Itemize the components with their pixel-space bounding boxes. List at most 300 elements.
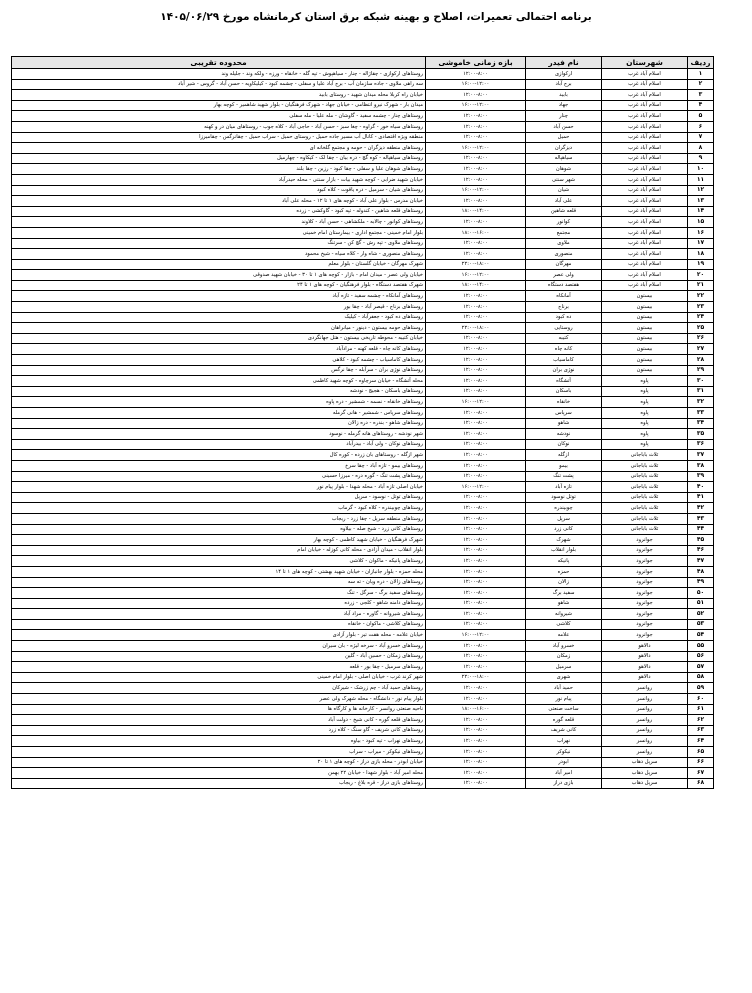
header-row-number: ردیف	[688, 57, 714, 69]
area-cell: شهر ازگله - روستاهای بان زرده - کوره کال	[12, 450, 426, 461]
row-number-cell: ۶۲	[688, 715, 714, 726]
feeder-name-cell: سیاهپاله	[526, 153, 602, 164]
city-cell: بیستون	[602, 312, 688, 323]
feeder-name-cell: سفید برگ	[526, 588, 602, 599]
row-number-cell: ۵۱	[688, 598, 714, 609]
city-cell: دالاهو	[602, 651, 688, 662]
time-window-cell: ۱۲:۰۰-۸:۰۰	[426, 164, 526, 175]
feeder-name-cell: شوهان	[526, 164, 602, 175]
feeder-name-cell: جهاد	[526, 100, 602, 111]
time-window-cell: ۱۲:۰۰-۸:۰۰	[426, 291, 526, 302]
table-row	[12, 694, 714, 705]
city-cell: جوانرود	[602, 588, 688, 599]
table-row	[12, 704, 714, 715]
time-window-cell: ۱۲:۰۰-۸:۰۰	[426, 249, 526, 260]
table-row	[12, 143, 714, 154]
table-row	[12, 492, 714, 503]
city-cell: جوانرود	[602, 545, 688, 556]
city-cell: جوانرود	[602, 609, 688, 620]
row-number-cell: ۴۴	[688, 524, 714, 535]
city-cell: سرپل ذهاب	[602, 757, 688, 768]
table-row	[12, 609, 714, 620]
time-window-cell: ۱۲:۰۰-۸:۰۰	[426, 69, 526, 80]
table-row	[12, 672, 714, 683]
row-number-cell: ۳۱	[688, 386, 714, 397]
table-row	[12, 768, 714, 779]
city-cell: ثلاث باباجانی	[602, 482, 688, 493]
feeder-name-cell: کانی شریف	[526, 725, 602, 736]
table-row	[12, 111, 714, 122]
area-cell: روستاهای دامنه شاهو - کلجی - زرده	[12, 598, 426, 609]
table-row	[12, 566, 714, 577]
area-cell: شهرک هفتصد دستگاه - بلوار فرهنگیان - کوچه های ۱ تا ۲۴	[12, 280, 426, 291]
area-cell: روستاهای زمکان - حسین آباد - گلین	[12, 651, 426, 662]
time-window-cell: ۱۲:۰۰-۸:۰۰	[426, 132, 526, 143]
table-row	[12, 132, 714, 143]
feeder-name-cell: پانیکه	[526, 556, 602, 567]
table-row	[12, 238, 714, 249]
feeder-name-cell: شاهو	[526, 598, 602, 609]
area-cell: روستاهای شیان - سرمیل - دره یاقوت - کلاه کبود	[12, 185, 426, 196]
time-window-cell: ۱۲:۰۰-۸:۰۰	[426, 408, 526, 419]
area-cell: روستاهای باسکان - هجیج - نودشه	[12, 386, 426, 397]
table-row	[12, 471, 714, 482]
feeder-name-cell: آتشگاه	[526, 376, 602, 387]
city-cell: اسلام آباد غرب	[602, 280, 688, 291]
city-cell: روانسر	[602, 725, 688, 736]
time-window-cell: ۱۲:۰۰-۸:۰۰	[426, 471, 526, 482]
city-cell: ثلاث باباجانی	[602, 450, 688, 461]
time-window-cell: ۱۲:۰۰-۸:۰۰	[426, 196, 526, 207]
city-cell: جوانرود	[602, 630, 688, 641]
time-window-cell: ۱۶:۰۰-۱۲:۰۰	[426, 100, 526, 111]
table-row	[12, 174, 714, 185]
time-window-cell: ۱۲:۰۰-۸:۰۰	[426, 386, 526, 397]
table-row	[12, 545, 714, 556]
feeder-name-cell: بلوار انقلاب	[526, 545, 602, 556]
row-number-cell: ۵۵	[688, 641, 714, 652]
row-number-cell: ۱	[688, 69, 714, 80]
time-window-cell: ۱۲:۰۰-۸:۰۰	[426, 535, 526, 546]
city-cell: جوانرود	[602, 556, 688, 567]
time-window-cell: ۱۲:۰۰-۸:۰۰	[426, 418, 526, 429]
row-number-cell: ۲۶	[688, 333, 714, 344]
row-number-cell: ۲۳	[688, 302, 714, 313]
table-row	[12, 259, 714, 270]
feeder-name-cell: ولی عصر	[526, 270, 602, 281]
feeder-name-cell: کوانور	[526, 217, 602, 228]
table-row	[12, 376, 714, 387]
row-number-cell: ۴۵	[688, 535, 714, 546]
time-window-cell: ۱۶:۰۰-۱۲:۰۰	[426, 79, 526, 90]
table-row	[12, 683, 714, 694]
time-window-cell: ۱۸:۰۰-۱۶:۰۰	[426, 704, 526, 715]
area-cell: روستاهای آمانکاه - چشمه سفید - تازه آباد	[12, 291, 426, 302]
city-cell: اسلام آباد غرب	[602, 238, 688, 249]
city-cell: اسلام آباد غرب	[602, 121, 688, 132]
feeder-name-cell: شاهو	[526, 418, 602, 429]
city-cell: اسلام آباد غرب	[602, 259, 688, 270]
city-cell: پاوه	[602, 376, 688, 387]
outage-schedule-table	[11, 56, 714, 789]
feeder-name-cell: چوبیندره	[526, 503, 602, 514]
city-cell: اسلام آباد غرب	[602, 153, 688, 164]
area-cell: روستاهای کاماسیاب - چشمه کبود - کلاهی	[12, 355, 426, 366]
area-cell: روستاهای نهراب - تپه کبود - بیاوه	[12, 736, 426, 747]
feeder-name-cell: نودشه	[526, 429, 602, 440]
table-row	[12, 249, 714, 260]
table-row	[12, 355, 714, 366]
table-header-row	[12, 57, 714, 69]
feeder-name-cell: حمزه	[526, 566, 602, 577]
area-cell: روستاهای ملاوی - تپه رش - گچ کن - سرتنگ	[12, 238, 426, 249]
area-cell: بلوار پیام نور - دانشگاه - محله شهرک ولی عصر	[12, 694, 426, 705]
area-cell: روستاهای بازی دراز - قره بلاغ - ریجاب	[12, 778, 426, 789]
time-window-cell: ۱۲:۰۰-۸:۰۰	[426, 641, 526, 652]
table-row	[12, 418, 714, 429]
table-row	[12, 662, 714, 673]
feeder-name-cell: شهری	[526, 672, 602, 683]
time-window-cell: ۱۲:۰۰-۸:۰۰	[426, 778, 526, 789]
feeder-name-cell: قلعه گوره	[526, 715, 602, 726]
area-cell: روستاهای حمید آباد - چم زرشک - شیرکان	[12, 683, 426, 694]
row-number-cell: ۵۶	[688, 651, 714, 662]
table-row	[12, 90, 714, 101]
feeder-name-cell: شیروانه	[526, 609, 602, 620]
area-cell: روستاهای سیاه خور - گراوه - چغا سبز - حسن آباد - حاجی آباد - کلاه جوب - روستاهای میان در و کهنه	[12, 121, 426, 132]
row-number-cell: ۳۶	[688, 439, 714, 450]
area-cell: خیابان علامه - محله هفت تیر - بلوار آزادی	[12, 630, 426, 641]
time-window-cell: ۲۲:۰۰-۱۸:۰۰	[426, 259, 526, 270]
table-row	[12, 312, 714, 323]
feeder-name-cell: کتیبه	[526, 333, 602, 344]
city-cell: جوانرود	[602, 535, 688, 546]
table-row	[12, 556, 714, 567]
table-row	[12, 513, 714, 524]
area-cell: روستاهای کوانور - چالابه - ملکشاهی - حسن آباد - کلاوند	[12, 217, 426, 228]
area-cell: روستاهای چوبیندره - کلاه کبود - گرماب	[12, 503, 426, 514]
area-cell: روستاهای شوهان علیا و سفلی - چقا کبود - رزین - چقا بلند	[12, 164, 426, 175]
row-number-cell: ۱۵	[688, 217, 714, 228]
city-cell: روانسر	[602, 704, 688, 715]
area-cell: روستاهای قلعه شاهین - کندوله - تپه کبود - گاوکشی - زرده	[12, 206, 426, 217]
time-window-cell: ۱۲:۰۰-۸:۰۰	[426, 662, 526, 673]
feeder-name-cell: مجتمع	[526, 227, 602, 238]
row-number-cell: ۴۶	[688, 545, 714, 556]
table-row	[12, 778, 714, 789]
city-cell: جوانرود	[602, 598, 688, 609]
city-cell: سرپل ذهاب	[602, 778, 688, 789]
feeder-name-cell: پیام نور	[526, 694, 602, 705]
table-row	[12, 429, 714, 440]
feeder-name-cell: چنار	[526, 111, 602, 122]
row-number-cell: ۳۹	[688, 471, 714, 482]
feeder-name-cell: سرپاس	[526, 408, 602, 419]
area-cell: روستاهای کلاشی - ماکوان - خانقاه	[12, 619, 426, 630]
time-window-cell: ۱۸:۰۰-۱۴:۰۰	[426, 206, 526, 217]
feeder-name-cell: قلعه شاهین	[526, 206, 602, 217]
city-cell: پاوه	[602, 397, 688, 408]
row-number-cell: ۳۸	[688, 460, 714, 471]
feeder-name-cell: بازی دراز	[526, 778, 602, 789]
time-window-cell: ۱۲:۰۰-۸:۰۰	[426, 217, 526, 228]
table-row	[12, 482, 714, 493]
table-row	[12, 333, 714, 344]
feeder-name-cell: مهرگان	[526, 259, 602, 270]
row-number-cell: ۴۷	[688, 556, 714, 567]
table-row	[12, 280, 714, 291]
header-time-window: بازه زمانی خاموشی	[426, 57, 526, 69]
time-window-cell: ۱۲:۰۰-۸:۰۰	[426, 588, 526, 599]
table-row	[12, 69, 714, 80]
time-window-cell: ۱۲:۰۰-۸:۰۰	[426, 121, 526, 132]
row-number-cell: ۶۶	[688, 757, 714, 768]
feeder-name-cell: روستایی	[526, 323, 602, 334]
row-number-cell: ۳۰	[688, 376, 714, 387]
city-cell: روانسر	[602, 736, 688, 747]
area-cell: شهرک فرهنگیان - خیابان شهید کاظمی - کوچه بهار	[12, 535, 426, 546]
area-cell: میدان بار - شهرک نیرو انتظامی - خیابان جهاد - شهرک فرهنگیان - بلوار شهید شاهمیر - کوچه بهار	[12, 100, 426, 111]
city-cell: پاوه	[602, 439, 688, 450]
city-cell: اسلام آباد غرب	[602, 69, 688, 80]
area-cell: محله امیر آباد - بلوار شهدا - خیابان ۲۲ بهمن	[12, 768, 426, 779]
area-cell: روستاهای سفید برگ - سرگل - تنگ	[12, 588, 426, 599]
row-number-cell: ۳۴	[688, 418, 714, 429]
table-row	[12, 217, 714, 228]
time-window-cell: ۱۶:۰۰-۱۲:۰۰	[426, 397, 526, 408]
row-number-cell: ۲۰	[688, 270, 714, 281]
feeder-name-cell: منصوری	[526, 249, 602, 260]
city-cell: جوانرود	[602, 619, 688, 630]
area-cell: روستاهای نوژی بران - سرآبله - چقا نرگس	[12, 365, 426, 376]
feeder-name-cell: نوژی بران	[526, 365, 602, 376]
row-number-cell: ۵۳	[688, 619, 714, 630]
city-cell: روانسر	[602, 715, 688, 726]
table-row	[12, 577, 714, 588]
area-cell: شهرک مهرگان - خیابان گلستان - بلوار معلم	[12, 259, 426, 270]
time-window-cell: ۱۶:۰۰-۱۲:۰۰	[426, 185, 526, 196]
area-cell: خیابان ولی عصر - میدان امام - بازار - کوچه های ۱ تا ۳۰ - خیابان شهید صدوقی	[12, 270, 426, 281]
row-number-cell: ۴۸	[688, 566, 714, 577]
row-number-cell: ۹	[688, 153, 714, 164]
row-number-cell: ۱۲	[688, 185, 714, 196]
row-number-cell: ۵	[688, 111, 714, 122]
area-cell: روستاهای منصوری - شاه وار - کلاه سیاه - شیخ محمود	[12, 249, 426, 260]
row-number-cell: ۵۸	[688, 672, 714, 683]
city-cell: روانسر	[602, 747, 688, 758]
table-row	[12, 725, 714, 736]
time-window-cell: ۱۲:۰۰-۸:۰۰	[426, 333, 526, 344]
row-number-cell: ۱۰	[688, 164, 714, 175]
area-cell: شهر کرند غرب - خیابان اصلی - بلوار امام خمینی	[12, 672, 426, 683]
city-cell: روانسر	[602, 694, 688, 705]
row-number-cell: ۲۸	[688, 355, 714, 366]
document-title: برنامه احتمالی تعمیرات، اصلاح و بهینه شبکه برق استان کرمانشاه مورخ ۱۴۰۵/۰۶/۲۹	[160, 11, 592, 23]
time-window-cell: ۱۲:۰۰-۸:۰۰	[426, 598, 526, 609]
area-cell: ناحیه صنعتی روانسر - کارخانه ها و کارگاه ها	[12, 704, 426, 715]
row-number-cell: ۶۳	[688, 725, 714, 736]
table-row	[12, 365, 714, 376]
time-window-cell: ۱۲:۰۰-۸:۰۰	[426, 725, 526, 736]
row-number-cell: ۴۳	[688, 513, 714, 524]
table-row	[12, 408, 714, 419]
row-number-cell: ۶۱	[688, 704, 714, 715]
time-window-cell: ۱۲:۰۰-۸:۰۰	[426, 545, 526, 556]
time-window-cell: ۱۲:۰۰-۸:۰۰	[426, 111, 526, 122]
feeder-name-cell: حمید آباد	[526, 683, 602, 694]
time-window-cell: ۱۲:۰۰-۸:۰۰	[426, 429, 526, 440]
table-row	[12, 291, 714, 302]
row-number-cell: ۶۷	[688, 768, 714, 779]
city-cell: اسلام آباد غرب	[602, 90, 688, 101]
table-row	[12, 619, 714, 630]
time-window-cell: ۱۲:۰۰-۸:۰۰	[426, 556, 526, 567]
area-cell: روستاهای پانیکه - ماکوان - کلاشی	[12, 556, 426, 567]
row-number-cell: ۲۱	[688, 280, 714, 291]
row-number-cell: ۷	[688, 132, 714, 143]
row-number-cell: ۵۴	[688, 630, 714, 641]
time-window-cell: ۱۲:۰۰-۸:۰۰	[426, 694, 526, 705]
row-number-cell: ۳۳	[688, 408, 714, 419]
time-window-cell: ۱۲:۰۰-۸:۰۰	[426, 683, 526, 694]
feeder-name-cell: پشت تنگ	[526, 471, 602, 482]
feeder-name-cell: برج آباد	[526, 79, 602, 90]
area-cell: روستاهای سیاهپاله - کوه گچ - دره بیان - چقا لک - کیکاوه - چهارمیل	[12, 153, 426, 164]
time-window-cell: ۱۲:۰۰-۸:۰۰	[426, 609, 526, 620]
feeder-name-cell: خانقاه	[526, 397, 602, 408]
table-row	[12, 757, 714, 768]
table-row	[12, 206, 714, 217]
city-cell: اسلام آباد غرب	[602, 111, 688, 122]
city-cell: جوانرود	[602, 577, 688, 588]
row-number-cell: ۴	[688, 100, 714, 111]
area-cell: خیابان کتیبه - محوطه تاریخی بیستون - هتل جهانگردی	[12, 333, 426, 344]
header-area: محدوده تقریبی	[12, 57, 426, 69]
city-cell: روانسر	[602, 683, 688, 694]
table-row	[12, 503, 714, 514]
feeder-name-cell: سرپل	[526, 513, 602, 524]
time-window-cell: ۱۲:۰۰-۸:۰۰	[426, 365, 526, 376]
time-window-cell: ۱۲:۰۰-۸:۰۰	[426, 503, 526, 514]
time-window-cell: ۱۲:۰۰-۸:۰۰	[426, 90, 526, 101]
row-number-cell: ۱۴	[688, 206, 714, 217]
area-cell: خیابان ابوذر - محله بازی دراز - کوچه های ۱ تا ۲۰	[12, 757, 426, 768]
table-row	[12, 270, 714, 281]
area-cell: روستاهای قلعه گوره - کانی شیخ - دولت آباد	[12, 715, 426, 726]
feeder-name-cell: ارکوازی	[526, 69, 602, 80]
city-cell: اسلام آباد غرب	[602, 196, 688, 207]
time-window-cell: ۱۲:۰۰-۸:۰۰	[426, 768, 526, 779]
table-row	[12, 79, 714, 90]
feeder-name-cell: توتل نوسود	[526, 492, 602, 503]
row-number-cell: ۴۱	[688, 492, 714, 503]
time-window-cell: ۱۲:۰۰-۸:۰۰	[426, 736, 526, 747]
city-cell: اسلام آباد غرب	[602, 100, 688, 111]
city-cell: بیستون	[602, 365, 688, 376]
row-number-cell: ۱۹	[688, 259, 714, 270]
header-feeder: نام فیدر	[526, 57, 602, 69]
table-row	[12, 630, 714, 641]
table-body	[12, 69, 714, 789]
area-cell: خیابان شهید ضرابی - کوچه شهید بیات - بازار سنتی - محله حیدرآباد	[12, 174, 426, 185]
table-row	[12, 460, 714, 471]
city-cell: پاوه	[602, 418, 688, 429]
row-number-cell: ۶۵	[688, 747, 714, 758]
city-cell: بیستون	[602, 333, 688, 344]
time-window-cell: ۱۲:۰۰-۸:۰۰	[426, 619, 526, 630]
time-window-cell: ۱۲:۰۰-۸:۰۰	[426, 460, 526, 471]
row-number-cell: ۱۸	[688, 249, 714, 260]
area-cell: خیابان مدرس - بلوار علی آباد - کوچه های ۱ تا ۱۲ - محله علی آباد	[12, 196, 426, 207]
feeder-name-cell: خسرو آباد	[526, 641, 602, 652]
feeder-name-cell: زالان	[526, 577, 602, 588]
feeder-name-cell: نوکان	[526, 439, 602, 450]
city-cell: پاوه	[602, 386, 688, 397]
city-cell: ثلاث باباجانی	[602, 503, 688, 514]
row-number-cell: ۸	[688, 143, 714, 154]
city-cell: اسلام آباد غرب	[602, 227, 688, 238]
time-window-cell: ۱۶:۰۰-۱۲:۰۰	[426, 630, 526, 641]
time-window-cell: ۱۲:۰۰-۸:۰۰	[426, 302, 526, 313]
city-cell: دالاهو	[602, 641, 688, 652]
feeder-name-cell: شهرک	[526, 535, 602, 546]
time-window-cell: ۱۲:۰۰-۸:۰۰	[426, 747, 526, 758]
row-number-cell: ۳۷	[688, 450, 714, 461]
city-cell: ثلاث باباجانی	[602, 524, 688, 535]
row-number-cell: ۵۰	[688, 588, 714, 599]
area-cell: خیابان اصلی تازه آباد - محله شهدا - بلوار پیام نور	[12, 482, 426, 493]
row-number-cell: ۲	[688, 79, 714, 90]
city-cell: بیستون	[602, 344, 688, 355]
area-cell: سه راهی ملاوی - جاده سازمان آب - برج آباد علیا و سفلی - چشمه کبود - کیلیکاویه - حسن آباد - گروس - شیر آباد	[12, 79, 426, 90]
time-window-cell: ۱۲:۰۰-۸:۰۰	[426, 577, 526, 588]
feeder-name-cell: آمانکاه	[526, 291, 602, 302]
row-number-cell: ۴۲	[688, 503, 714, 514]
row-number-cell: ۶۴	[688, 736, 714, 747]
city-cell: بیستون	[602, 355, 688, 366]
city-cell: ثلاث باباجانی	[602, 513, 688, 524]
table-row	[12, 535, 714, 546]
table-row	[12, 588, 714, 599]
table-row	[12, 100, 714, 111]
city-cell: بیستون	[602, 291, 688, 302]
area-cell: بلوار انقلاب - میدان آزادی - محله کانی کوزله - خیابان امام	[12, 545, 426, 556]
city-cell: اسلام آباد غرب	[602, 217, 688, 228]
area-cell: روستاهای سرپاس - شمشیر - هانی گرمله	[12, 408, 426, 419]
city-cell: اسلام آباد غرب	[602, 206, 688, 217]
time-window-cell: ۱۸:۰۰-۱۴:۰۰	[426, 280, 526, 291]
city-cell: بیستون	[602, 302, 688, 313]
area-cell: روستاهای سرمیل - چقا بور - قلعه	[12, 662, 426, 673]
feeder-name-cell: حمیل	[526, 132, 602, 143]
table-row	[12, 227, 714, 238]
table-row	[12, 185, 714, 196]
time-window-cell: ۲۲:۰۰-۱۸:۰۰	[426, 672, 526, 683]
city-cell: سرپل ذهاب	[602, 768, 688, 779]
time-window-cell: ۱۲:۰۰-۸:۰۰	[426, 238, 526, 249]
area-cell: محله آتشگاه - خیابان سرچاوه - کوچه شهید کاظمی	[12, 376, 426, 387]
area-cell: روستاهای ده کبود - جعفرآباد - کیلیک	[12, 312, 426, 323]
area-cell: روستاهای خانقاه - نسمه - شمشیر - دره پاوه	[12, 397, 426, 408]
table-row	[12, 641, 714, 652]
table-row	[12, 651, 714, 662]
table-row	[12, 164, 714, 175]
city-cell: اسلام آباد غرب	[602, 185, 688, 196]
feeder-name-cell: شیان	[526, 185, 602, 196]
table-row	[12, 386, 714, 397]
city-cell: پاوه	[602, 429, 688, 440]
feeder-name-cell: زمکان	[526, 651, 602, 662]
